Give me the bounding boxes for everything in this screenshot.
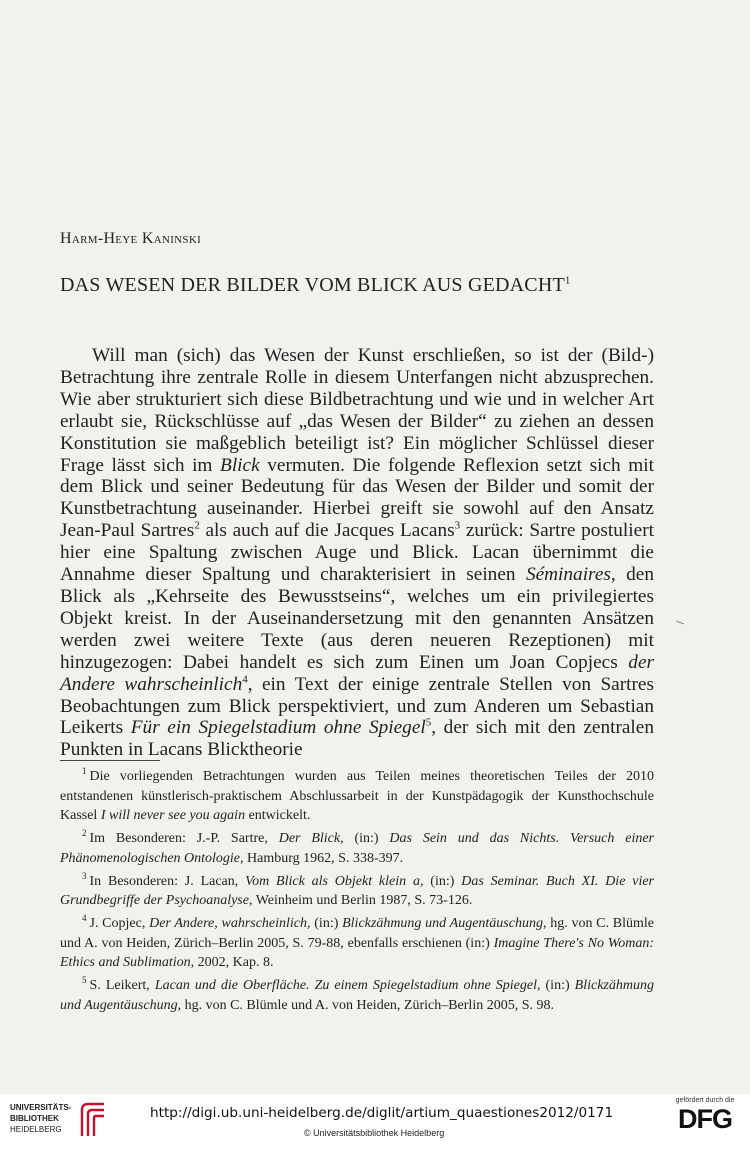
margin-mark (676, 621, 684, 625)
footnote-3 (60, 872, 654, 911)
dfg-caption: gefördert durch die (675, 1097, 735, 1104)
footnote-divider (60, 760, 160, 761)
footnote-5 (60, 976, 654, 1015)
footnote-ref: 3 (454, 519, 461, 532)
italic-text: Der Andere, wahrscheinlich (149, 915, 308, 931)
text-run: S. Leikert, (89, 978, 155, 994)
italic-text: Vom Blick als Objekt klein a, (245, 873, 424, 889)
text-run: , 2002, Kap. 8. (190, 955, 274, 971)
text-run: entwickelt. (245, 808, 311, 824)
text-run: , ein Text der einige zentrale Stellen von Sartres Beobachtungen zum Blick perspektiviert, und zum Anderen um Sebastian Leikerts (60, 673, 654, 739)
italic-text: Für ein Spiegelstadium ohne Spiegel (130, 717, 426, 739)
text-run: Will man (sich) das Wesen der Kunst erschließen, so ist der (Bild-) Betrachtung ihre zentrale Rolle in diesem Unterfangen nicht abzusprechen. Wie aber strukturiert sich diese Bildbetrachtung und wie und in welcher Art erlaubt sie, Rückschlüsse auf „das Wesen der Bilder“ zu ziehen an dessen Konstitution sie maßgeblich beteiligt ist? Ein möglicher Schlüssel dieser Frage lässt sich im (60, 345, 654, 476)
text-run: , (in:) (307, 915, 343, 931)
italic-text: Blick (220, 454, 260, 476)
text-run: Die vorliegenden Betrachtungen wurden aus Teilen meines theoretischen Teiles der 2010 entstandenen künstlerisch-praktischem Abschlussarbeit in der Kunstpädagogik der Kunsthochschule Kassel (60, 769, 654, 824)
ub-heidelberg-logo[interactable] (10, 1102, 110, 1142)
italic-text: Lacan und die Oberfläche. Zu einem Spiegelstadium ohne Spiegel (154, 978, 537, 994)
text-run: , der sich mit den zentralen Punkten in Lacans Blicktheorie (60, 717, 654, 761)
footnote-2 (60, 829, 654, 868)
footnote-number: 1 (82, 766, 87, 777)
dfg-wordmark: DFG (678, 1104, 732, 1134)
body-paragraph (60, 345, 654, 761)
copyright-notice: © Universitätsbibliothek Heidelberg (304, 1128, 445, 1138)
logo-emblem-icon (78, 1102, 108, 1138)
text-run: vermuten. Die folgende Reflexion setzt sich mit dem Blick und seiner Bedeutung für das Wesen der Bilder und somit der Kunstbetrachtung auseinander. Hierbei greift sie sowohl auf den Ansatz Jean-Paul Sartres (60, 454, 655, 542)
text-run: , (in:) (340, 831, 390, 847)
footnote-number: 5 (82, 975, 87, 986)
permalink[interactable]: http://digi.ub.uni-heidelberg.de/diglit/artium_quaestiones2012/0171 (150, 1105, 614, 1121)
logo-line-1: UNIVERSITÄTS- (10, 1103, 72, 1112)
article-title (60, 274, 571, 297)
italic-text: Der Blick (278, 831, 341, 847)
text-run: , Hamburg 1962, S. 338-397. (240, 850, 404, 866)
text-run: , den Blick als „Kehrseite des Bewusstseins“, welches um ein privilegiertes Objekt kreist. In der Auseinandersetzung mit den genannten Ansätzen werden zwei weitere Texte (aus deren neueren Rezeptionen) mit hinzugezogen: Dabei handelt es sich zum Einen um Joan Copjecs (60, 564, 654, 673)
italic-text: Blickzähmung und Augentäuschung (60, 978, 654, 1013)
text-run: , Weinheim und Berlin 1987, S. 73-126. (248, 893, 473, 909)
italic-text: der Andere wahrscheinlich (60, 651, 654, 695)
text-run: (in:) (423, 873, 462, 889)
italic-text: Das Seminar. Buch XI. Die vier Grundbegriffe der Psychoanalyse (60, 873, 654, 909)
footnotes (60, 767, 654, 1018)
italic-text: Das Sein und das Nichts. Versuch einer Phänomenologischen Ontologie (60, 831, 655, 866)
logo-line-3: HEIDELBERG (10, 1125, 62, 1134)
footer-bar (0, 1094, 750, 1149)
footnote-ref: 4 (242, 673, 248, 686)
footnote-number: 3 (82, 870, 87, 881)
title-footnote-marker: 1 (564, 274, 571, 287)
title-text: DAS WESEN DER BILDER VOM BLICK AUS GEDACHT (60, 274, 565, 296)
author-name: Harm-Heye Kaninski (60, 230, 202, 247)
text-run: , (in:) (536, 978, 575, 994)
text-run: Im Besonderen: J.-P. Sartre, (89, 831, 279, 847)
footnote-ref: 2 (194, 519, 200, 532)
italic-text: Imagine There's No Woman: Ethics and Sublimation (60, 935, 654, 971)
footnote-1 (60, 767, 654, 826)
footnote-number: 2 (82, 828, 87, 839)
text-run: , hg. von C. Blümle und A. von Heiden, Zürich–Berlin 2005, S. 98. (177, 997, 554, 1013)
logo-line-2: BIBLIOTHEK (10, 1114, 59, 1123)
text-run: In Besonderen: J. Lacan, (89, 873, 246, 889)
dfg-logo[interactable] (665, 1097, 745, 1145)
footnote-ref: 5 (425, 716, 432, 729)
text-run: , hg. von C. Blümle und A. von Heiden, Zürich–Berlin 2005, S. 79-88, ebenfalls erschienen (in:) (60, 915, 654, 951)
italic-text: I will never see you again (100, 808, 246, 824)
show-through-text (60, 60, 660, 210)
footnote-number: 4 (82, 913, 87, 924)
italic-text: Blickzähmung und Augentäuschung (342, 915, 543, 931)
text-run: J. Copjec, (89, 915, 150, 931)
text-run: als auch auf die Jacques Lacans (199, 520, 455, 542)
footnote-4 (60, 914, 654, 973)
text-run: zurück: Sartre postuliert hier eine Spaltung zwischen Auge und Blick. Lacan übernimmt die Annahme dieser Spaltung und charakterisiert in seinen (60, 520, 654, 586)
italic-text: Séminaires (525, 564, 611, 586)
